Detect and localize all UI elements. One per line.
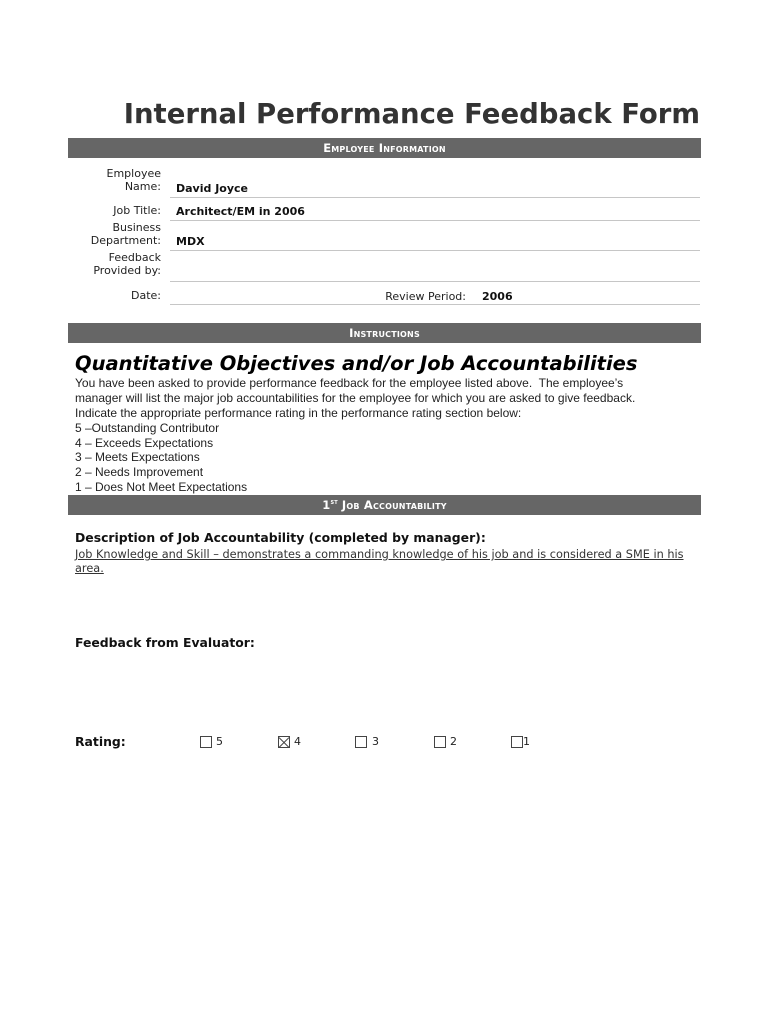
review-period-value: 2006 <box>482 290 513 303</box>
department-value: MDX <box>176 235 205 248</box>
section-title: Instructions <box>349 326 420 340</box>
rating-5-checkbox[interactable] <box>200 736 212 748</box>
rating-option-label: 5 <box>216 735 223 748</box>
rating-1-checkbox[interactable] <box>511 736 523 748</box>
description-label: Description of Job Accountability (completed by manager): <box>75 530 486 545</box>
form-title: Internal Performance Feedback Form <box>123 98 700 130</box>
rating-scale-item: 2 – Needs Improvement <box>75 465 204 480</box>
accountability-ordinal-suffix: st <box>330 498 338 506</box>
section-title: Job Accountability <box>341 498 447 512</box>
department-label: Business Department: <box>90 221 161 247</box>
instructions-line: You have been asked to provide performance feedback for the employee listed above. The employee’s <box>75 376 624 390</box>
instructions-text <box>75 376 701 495</box>
rating-scale-item: 1 – Does Not Meet Expectations <box>75 480 248 495</box>
job-title-field[interactable] <box>170 200 700 221</box>
employee-name-field[interactable] <box>170 168 700 198</box>
feedback-provider-label: Feedback Provided by: <box>93 251 161 277</box>
rating-4-checkbox[interactable] <box>278 736 290 748</box>
check-x-icon <box>279 737 289 747</box>
rating-option-label: 3 <box>372 735 379 748</box>
employee-name-value: David Joyce <box>176 182 248 195</box>
rating-label: Rating: <box>75 734 126 749</box>
rating-option-label: 1 <box>523 735 530 748</box>
instructions-heading: Quantitative Objectives and/or Job Accountabilities <box>75 352 638 375</box>
rating-scale-item: 5 –Outstanding Contributor <box>75 420 220 435</box>
job-title-label: Job Title: <box>113 204 161 217</box>
accountability-number: 1 <box>322 498 331 512</box>
rating-option-label: 4 <box>294 735 301 748</box>
department-field[interactable] <box>170 223 700 251</box>
description-text: Job Knowledge and Skill – demonstrates a commanding knowledge of his job and is considered a SME in his area. <box>75 548 684 575</box>
rating-3-checkbox[interactable] <box>355 736 367 748</box>
instructions-line: manager will list the major job accountabilities for the employee for which you are asked to give feedback. <box>75 390 636 405</box>
date-label: Date: <box>131 289 161 302</box>
feedback-provider-field[interactable] <box>170 253 700 282</box>
rating-scale-item: 3 – Meets Expectations <box>75 450 200 465</box>
instructions-line: Indicate the appropriate performance rating in the performance rating section below: <box>75 405 522 420</box>
rating-2-checkbox[interactable] <box>434 736 446 748</box>
employee-name-label: Employee Name: <box>106 167 161 193</box>
section-bar-instructions <box>68 323 701 343</box>
section-bar-employee-information <box>68 138 701 158</box>
section-bar-job-accountability <box>68 495 701 515</box>
job-title-value: Architect/EM in 2006 <box>176 205 305 218</box>
feedback-label: Feedback from Evaluator: <box>75 635 255 650</box>
review-period-label: Review Period: <box>385 290 466 303</box>
rating-option-label: 2 <box>450 735 457 748</box>
section-title: Employee Information <box>323 141 446 155</box>
rating-scale-item: 4 – Exceeds Expectations <box>75 435 214 450</box>
